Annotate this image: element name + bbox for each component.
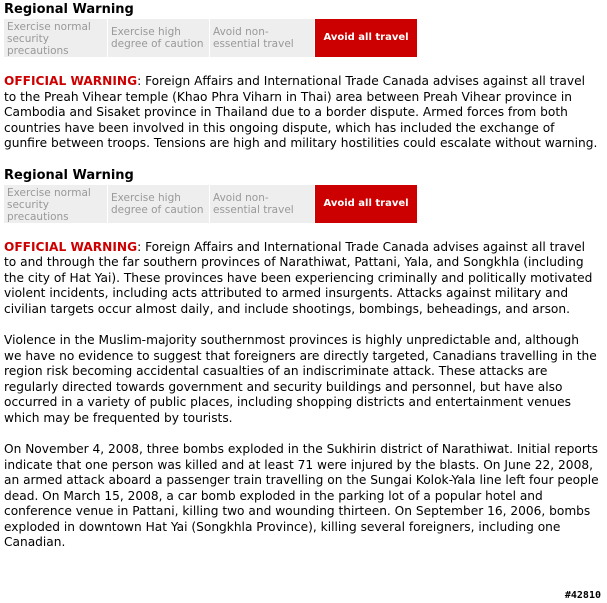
level-normal-precautions: Exercise normal security precautions (4, 19, 108, 57)
level-avoid-all-travel: Avoid all travel (315, 19, 417, 57)
risk-level-bar (4, 185, 417, 223)
level-avoid-non-essential: Avoid non-essential travel (210, 185, 315, 223)
official-warning-paragraph (4, 74, 600, 152)
travel-advisory (4, 0, 600, 567)
level-high-caution: Exercise high degree of caution (108, 185, 210, 223)
level-normal-precautions: Exercise normal security precautions (4, 185, 108, 223)
official-warning-label: OFFICIAL WARNING (4, 239, 138, 254)
official-warning-text: : Foreign Affairs and International Trade Canada advises against all travel to and through the far southern provinces of Narathiwat, Pattani, Yala, and Songkhla (including the city of Hat Yai). These provinces have been experiencing criminally and politically motivated violent incidents, including acts attributed to armed insurgents. Attacks against military and civilian targets occur almost daily, and include shootings, bombings, beheadings, and arson. (4, 239, 593, 316)
risk-level-bar (4, 19, 417, 57)
official-warning-paragraph (4, 240, 600, 318)
official-warning-label: OFFICIAL WARNING (4, 74, 138, 88)
official-warning-text: : Foreign Affairs and International Trade Canada advises against all travel to the Preah Vihear temple (Khao Phra Viharn in Thai) area between Preah Vihear province in Cambodia and Sisaket province in Thailand due to a border dispute. Armed forces from both countries have been involved in this ongoing dispute, which has included the exchange of gunfire between troops. Tensions are high and military hostilities could escalate without warning. (4, 74, 598, 150)
level-avoid-non-essential: Avoid non-essential travel (210, 19, 315, 57)
level-high-caution: Exercise high degree of caution (108, 19, 210, 57)
level-avoid-all-travel: Avoid all travel (315, 185, 417, 223)
body-paragraph: Violence in the Muslim-majority southernmost provinces is highly unpredictable and, although we have no evidence to suggest that foreigners are directly targeted, Canadians travelling in the region risk becoming accidental casualties of an indiscriminate attack. These attacks are regularly directed towards government and security buildings and personnel, but have also occurred in a variety of public places, including shopping districts and entertainment venues which may be frequented by tourists. (4, 333, 597, 425)
regional-warning-title: Regional Warning (4, 167, 134, 183)
regional-warning-title: Regional Warning (4, 2, 134, 17)
body-paragraph: On November 4, 2008, three bombs exploded in the Sukhirin district of Narathiwat. Initial reports indicate that one person was killed and at least 71 were injured by the blasts. On June 22, 2008, an armed attack aboard a passenger train travelling on the Sungai Kolok-Yala line left four people dead. On March 15, 2008, a car bomb exploded in the parking lot of a popular hotel and conference venue in Pattani, killing two and wounding thirteen. On September 16, 2006, bombs exploded in downtown Hat Yai (Songkhla Province), killing several foreigners, including one Canadian. (4, 442, 599, 549)
image-watermark: #42810 (564, 590, 601, 601)
